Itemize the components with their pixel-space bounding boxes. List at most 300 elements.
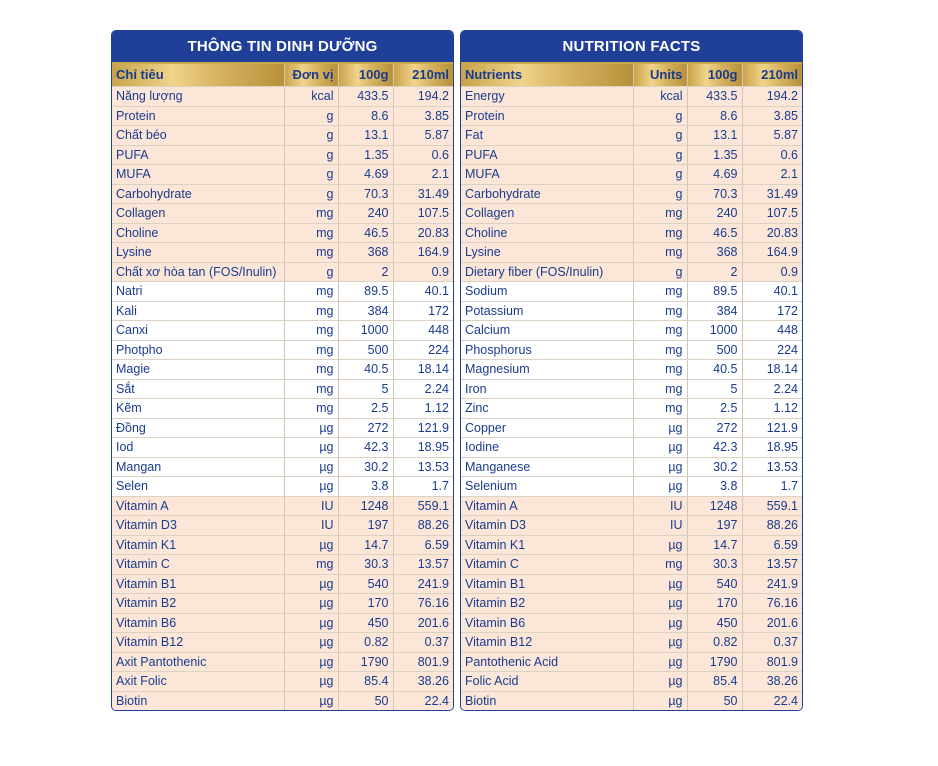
cell-nutrient: Vitamin B6 (461, 613, 633, 633)
cell-nutrient: Fat (461, 126, 633, 146)
cell-210ml: 18.14 (393, 360, 453, 380)
cell-100g: 1248 (338, 496, 393, 516)
cell-210ml: 164.9 (393, 243, 453, 263)
cell-unit: µg (633, 672, 687, 692)
cell-unit: g (284, 184, 338, 204)
cell-unit: g (284, 106, 338, 126)
cell-100g: 50 (338, 691, 393, 710)
table-row (461, 516, 802, 536)
cell-unit: mg (633, 223, 687, 243)
table-row (461, 555, 802, 575)
table-row (112, 106, 453, 126)
cell-unit: µg (633, 652, 687, 672)
cell-210ml: 241.9 (393, 574, 453, 594)
table-row (112, 399, 453, 419)
cell-unit: µg (633, 613, 687, 633)
table-row (112, 243, 453, 263)
table-row (461, 633, 802, 653)
cell-100g: 13.1 (687, 126, 742, 146)
table-row (461, 204, 802, 224)
cell-210ml: 2.24 (393, 379, 453, 399)
cell-unit: mg (284, 340, 338, 360)
cell-100g: 4.69 (338, 165, 393, 185)
cell-100g: 30.3 (338, 555, 393, 575)
table-row (112, 496, 453, 516)
cell-210ml: 38.26 (393, 672, 453, 692)
cell-100g: 85.4 (338, 672, 393, 692)
cell-unit: mg (284, 301, 338, 321)
table-row (461, 691, 802, 710)
cell-100g: 8.6 (687, 106, 742, 126)
cell-nutrient: Vitamin B1 (461, 574, 633, 594)
cell-100g: 500 (338, 340, 393, 360)
cell-210ml: 18.14 (742, 360, 802, 380)
cell-210ml: 2.1 (742, 165, 802, 185)
table-row (112, 574, 453, 594)
cell-unit: µg (284, 535, 338, 555)
cell-nutrient: Carbohydrate (461, 184, 633, 204)
column-header-nutrient: Chỉ tiêu (112, 64, 284, 87)
cell-210ml: 559.1 (393, 496, 453, 516)
cell-210ml: 121.9 (393, 418, 453, 438)
cell-unit: g (633, 145, 687, 165)
cell-100g: 540 (687, 574, 742, 594)
cell-210ml: 22.4 (742, 691, 802, 710)
cell-unit: mg (633, 301, 687, 321)
cell-nutrient: Magnesium (461, 360, 633, 380)
cell-210ml: 18.95 (742, 438, 802, 458)
cell-210ml: 40.1 (742, 282, 802, 302)
table-row (112, 672, 453, 692)
cell-100g: 1790 (687, 652, 742, 672)
cell-210ml: 0.9 (393, 262, 453, 282)
cell-nutrient: Copper (461, 418, 633, 438)
cell-100g: 240 (687, 204, 742, 224)
cell-nutrient: Vitamin C (461, 555, 633, 575)
nutrition-table (112, 64, 453, 710)
cell-210ml: 201.6 (393, 613, 453, 633)
table-row (112, 594, 453, 614)
cell-nutrient: Năng lượng (112, 87, 284, 107)
cell-unit: g (284, 165, 338, 185)
cell-100g: 170 (687, 594, 742, 614)
nutrition-panel-english (460, 30, 803, 711)
cell-210ml: 40.1 (393, 282, 453, 302)
cell-100g: 2.5 (338, 399, 393, 419)
table-row (461, 574, 802, 594)
cell-100g: 30.2 (687, 457, 742, 477)
cell-nutrient: Vitamin K1 (461, 535, 633, 555)
cell-unit: IU (633, 496, 687, 516)
cell-210ml: 22.4 (393, 691, 453, 710)
cell-nutrient: Protein (461, 106, 633, 126)
table-row (461, 321, 802, 341)
cell-unit: kcal (284, 87, 338, 107)
cell-unit: µg (284, 672, 338, 692)
table-row (461, 399, 802, 419)
table-body (112, 87, 453, 711)
cell-210ml: 172 (393, 301, 453, 321)
cell-nutrient: Kali (112, 301, 284, 321)
cell-210ml: 164.9 (742, 243, 802, 263)
table-row (461, 379, 802, 399)
cell-unit: mg (633, 282, 687, 302)
table-row (461, 106, 802, 126)
cell-nutrient: Canxi (112, 321, 284, 341)
table-row (112, 438, 453, 458)
cell-210ml: 224 (393, 340, 453, 360)
cell-unit: g (633, 126, 687, 146)
cell-unit: µg (284, 691, 338, 710)
cell-unit: g (284, 145, 338, 165)
cell-nutrient: Vitamin B2 (461, 594, 633, 614)
cell-nutrient: PUFA (461, 145, 633, 165)
table-row (461, 184, 802, 204)
cell-nutrient: Selenium (461, 477, 633, 497)
cell-unit: g (633, 262, 687, 282)
cell-nutrient: Vitamin B6 (112, 613, 284, 633)
cell-unit: mg (284, 360, 338, 380)
table-row (112, 613, 453, 633)
cell-unit: mg (284, 379, 338, 399)
table-row (461, 652, 802, 672)
table-row (112, 360, 453, 380)
cell-unit: mg (633, 555, 687, 575)
table-row (461, 262, 802, 282)
cell-nutrient: Vitamin C (112, 555, 284, 575)
nutrition-panel-vietnamese (111, 30, 454, 711)
cell-100g: 30.3 (687, 555, 742, 575)
table-row (112, 633, 453, 653)
cell-210ml: 6.59 (393, 535, 453, 555)
cell-210ml: 18.95 (393, 438, 453, 458)
cell-210ml: 38.26 (742, 672, 802, 692)
column-header-unit: Đơn vị (284, 64, 338, 87)
cell-210ml: 0.9 (742, 262, 802, 282)
cell-nutrient: Energy (461, 87, 633, 107)
cell-210ml: 121.9 (742, 418, 802, 438)
cell-nutrient: Pantothenic Acid (461, 652, 633, 672)
cell-nutrient: Photpho (112, 340, 284, 360)
table-row (461, 535, 802, 555)
cell-100g: 433.5 (687, 87, 742, 107)
cell-unit: mg (633, 399, 687, 419)
cell-nutrient: Choline (461, 223, 633, 243)
cell-100g: 240 (338, 204, 393, 224)
table-row (461, 165, 802, 185)
cell-100g: 14.7 (687, 535, 742, 555)
column-header-nutrient: Nutrients (461, 64, 633, 87)
table-row (112, 184, 453, 204)
table-row (461, 438, 802, 458)
cell-100g: 197 (687, 516, 742, 536)
cell-nutrient: Vitamin K1 (112, 535, 284, 555)
cell-210ml: 801.9 (393, 652, 453, 672)
cell-unit: µg (284, 652, 338, 672)
cell-nutrient: MUFA (461, 165, 633, 185)
cell-nutrient: Vitamin B1 (112, 574, 284, 594)
cell-100g: 70.3 (687, 184, 742, 204)
cell-100g: 1.35 (687, 145, 742, 165)
cell-100g: 4.69 (687, 165, 742, 185)
panel-title: THÔNG TIN DINH DƯỠNG (112, 31, 453, 64)
cell-100g: 40.5 (687, 360, 742, 380)
cell-nutrient: Biotin (112, 691, 284, 710)
cell-210ml: 31.49 (742, 184, 802, 204)
cell-100g: 368 (338, 243, 393, 263)
cell-100g: 89.5 (338, 282, 393, 302)
table-row (112, 379, 453, 399)
cell-100g: 42.3 (338, 438, 393, 458)
cell-210ml: 3.85 (742, 106, 802, 126)
cell-unit: g (633, 106, 687, 126)
cell-210ml: 448 (393, 321, 453, 341)
cell-nutrient: Natri (112, 282, 284, 302)
cell-210ml: 88.26 (393, 516, 453, 536)
cell-100g: 170 (338, 594, 393, 614)
cell-100g: 13.1 (338, 126, 393, 146)
cell-nutrient: Choline (112, 223, 284, 243)
column-header-210ml: 210ml (742, 64, 802, 87)
cell-unit: mg (284, 555, 338, 575)
cell-nutrient: Collagen (112, 204, 284, 224)
cell-unit: mg (633, 360, 687, 380)
cell-210ml: 201.6 (742, 613, 802, 633)
cell-nutrient: Manganese (461, 457, 633, 477)
cell-100g: 50 (687, 691, 742, 710)
table-body (461, 87, 802, 711)
table-row (461, 477, 802, 497)
cell-210ml: 20.83 (393, 223, 453, 243)
cell-unit: IU (284, 496, 338, 516)
cell-100g: 272 (687, 418, 742, 438)
cell-100g: 368 (687, 243, 742, 263)
cell-nutrient: Carbohydrate (112, 184, 284, 204)
cell-nutrient: Sodium (461, 282, 633, 302)
table-row (461, 360, 802, 380)
table-row (112, 262, 453, 282)
cell-unit: mg (284, 204, 338, 224)
cell-210ml: 1.7 (393, 477, 453, 497)
cell-nutrient: Calcium (461, 321, 633, 341)
cell-unit: µg (633, 477, 687, 497)
cell-unit: µg (633, 633, 687, 653)
table-row (461, 282, 802, 302)
column-header-210ml: 210ml (393, 64, 453, 87)
cell-100g: 450 (338, 613, 393, 633)
cell-nutrient: Axit Folic (112, 672, 284, 692)
cell-100g: 1790 (338, 652, 393, 672)
cell-210ml: 2.1 (393, 165, 453, 185)
cell-100g: 500 (687, 340, 742, 360)
cell-nutrient: Zinc (461, 399, 633, 419)
cell-unit: µg (284, 613, 338, 633)
cell-unit: g (633, 184, 687, 204)
cell-nutrient: Magie (112, 360, 284, 380)
cell-210ml: 88.26 (742, 516, 802, 536)
cell-210ml: 13.57 (393, 555, 453, 575)
cell-100g: 1000 (687, 321, 742, 341)
cell-unit: µg (633, 457, 687, 477)
cell-nutrient: Lysine (461, 243, 633, 263)
cell-unit: mg (633, 340, 687, 360)
cell-unit: µg (633, 594, 687, 614)
cell-nutrient: Sắt (112, 379, 284, 399)
cell-unit: g (284, 262, 338, 282)
cell-210ml: 6.59 (742, 535, 802, 555)
table-row (461, 301, 802, 321)
cell-unit: mg (633, 243, 687, 263)
table-row (112, 535, 453, 555)
cell-unit: IU (284, 516, 338, 536)
cell-210ml: 0.6 (393, 145, 453, 165)
cell-nutrient: Vitamin A (112, 496, 284, 516)
table-row (112, 477, 453, 497)
cell-nutrient: PUFA (112, 145, 284, 165)
cell-210ml: 76.16 (393, 594, 453, 614)
table-row (461, 594, 802, 614)
cell-210ml: 0.37 (393, 633, 453, 653)
table-header-row (461, 64, 802, 87)
cell-100g: 2 (687, 262, 742, 282)
table-row (461, 418, 802, 438)
cell-unit: IU (633, 516, 687, 536)
cell-100g: 1248 (687, 496, 742, 516)
cell-unit: mg (633, 321, 687, 341)
table-row (112, 204, 453, 224)
table-row (461, 496, 802, 516)
cell-nutrient: Iron (461, 379, 633, 399)
cell-210ml: 5.87 (393, 126, 453, 146)
cell-210ml: 13.57 (742, 555, 802, 575)
cell-210ml: 107.5 (742, 204, 802, 224)
cell-nutrient: Vitamin A (461, 496, 633, 516)
cell-210ml: 224 (742, 340, 802, 360)
cell-nutrient: Iod (112, 438, 284, 458)
cell-100g: 89.5 (687, 282, 742, 302)
cell-210ml: 241.9 (742, 574, 802, 594)
table-row (112, 321, 453, 341)
table-row (461, 457, 802, 477)
cell-unit: µg (633, 418, 687, 438)
table-row (461, 145, 802, 165)
cell-nutrient: Chất béo (112, 126, 284, 146)
cell-unit: g (633, 165, 687, 185)
cell-unit: µg (284, 418, 338, 438)
column-header-100g: 100g (338, 64, 393, 87)
cell-100g: 40.5 (338, 360, 393, 380)
cell-100g: 3.8 (687, 477, 742, 497)
cell-unit: mg (284, 223, 338, 243)
table-row (461, 223, 802, 243)
cell-unit: mg (633, 204, 687, 224)
table-row (112, 457, 453, 477)
cell-unit: mg (284, 399, 338, 419)
cell-210ml: 194.2 (742, 87, 802, 107)
cell-100g: 1.35 (338, 145, 393, 165)
cell-unit: mg (284, 321, 338, 341)
column-header-100g: 100g (687, 64, 742, 87)
nutrition-table (461, 64, 802, 710)
cell-100g: 85.4 (687, 672, 742, 692)
cell-100g: 2.5 (687, 399, 742, 419)
table-row (112, 165, 453, 185)
cell-nutrient: Mangan (112, 457, 284, 477)
cell-100g: 197 (338, 516, 393, 536)
cell-210ml: 31.49 (393, 184, 453, 204)
cell-210ml: 3.85 (393, 106, 453, 126)
table-row (112, 282, 453, 302)
cell-nutrient: Kẽm (112, 399, 284, 419)
table-row (112, 691, 453, 710)
cell-210ml: 13.53 (393, 457, 453, 477)
cell-nutrient: Potassium (461, 301, 633, 321)
cell-nutrient: Folic Acid (461, 672, 633, 692)
cell-unit: mg (284, 243, 338, 263)
cell-nutrient: Vitamin B2 (112, 594, 284, 614)
cell-nutrient: Selen (112, 477, 284, 497)
table-row (112, 87, 453, 107)
column-header-unit: Units (633, 64, 687, 87)
cell-210ml: 20.83 (742, 223, 802, 243)
cell-nutrient: Biotin (461, 691, 633, 710)
cell-210ml: 13.53 (742, 457, 802, 477)
cell-nutrient: Collagen (461, 204, 633, 224)
cell-210ml: 2.24 (742, 379, 802, 399)
cell-210ml: 0.37 (742, 633, 802, 653)
cell-unit: µg (633, 691, 687, 710)
cell-unit: mg (284, 282, 338, 302)
cell-nutrient: Đồng (112, 418, 284, 438)
cell-100g: 46.5 (338, 223, 393, 243)
cell-unit: µg (284, 457, 338, 477)
cell-nutrient: Axit Pantothenic (112, 652, 284, 672)
cell-nutrient: MUFA (112, 165, 284, 185)
table-row (112, 652, 453, 672)
cell-unit: µg (284, 633, 338, 653)
cell-210ml: 0.6 (742, 145, 802, 165)
cell-100g: 540 (338, 574, 393, 594)
table-row (112, 418, 453, 438)
cell-100g: 1000 (338, 321, 393, 341)
cell-100g: 46.5 (687, 223, 742, 243)
cell-210ml: 194.2 (393, 87, 453, 107)
cell-210ml: 107.5 (393, 204, 453, 224)
cell-210ml: 801.9 (742, 652, 802, 672)
cell-100g: 384 (338, 301, 393, 321)
cell-unit: µg (284, 594, 338, 614)
cell-210ml: 1.12 (742, 399, 802, 419)
table-row (112, 126, 453, 146)
table-row (461, 126, 802, 146)
cell-100g: 30.2 (338, 457, 393, 477)
cell-210ml: 172 (742, 301, 802, 321)
table-row (461, 672, 802, 692)
table-row (112, 301, 453, 321)
cell-100g: 3.8 (338, 477, 393, 497)
cell-100g: 70.3 (338, 184, 393, 204)
cell-100g: 5 (338, 379, 393, 399)
cell-unit: µg (633, 535, 687, 555)
cell-nutrient: Vitamin D3 (112, 516, 284, 536)
cell-unit: µg (284, 438, 338, 458)
cell-nutrient: Chất xơ hòa tan (FOS/Inulin) (112, 262, 284, 282)
cell-100g: 14.7 (338, 535, 393, 555)
cell-nutrient: Vitamin B12 (461, 633, 633, 653)
cell-100g: 2 (338, 262, 393, 282)
cell-100g: 0.82 (687, 633, 742, 653)
cell-210ml: 559.1 (742, 496, 802, 516)
